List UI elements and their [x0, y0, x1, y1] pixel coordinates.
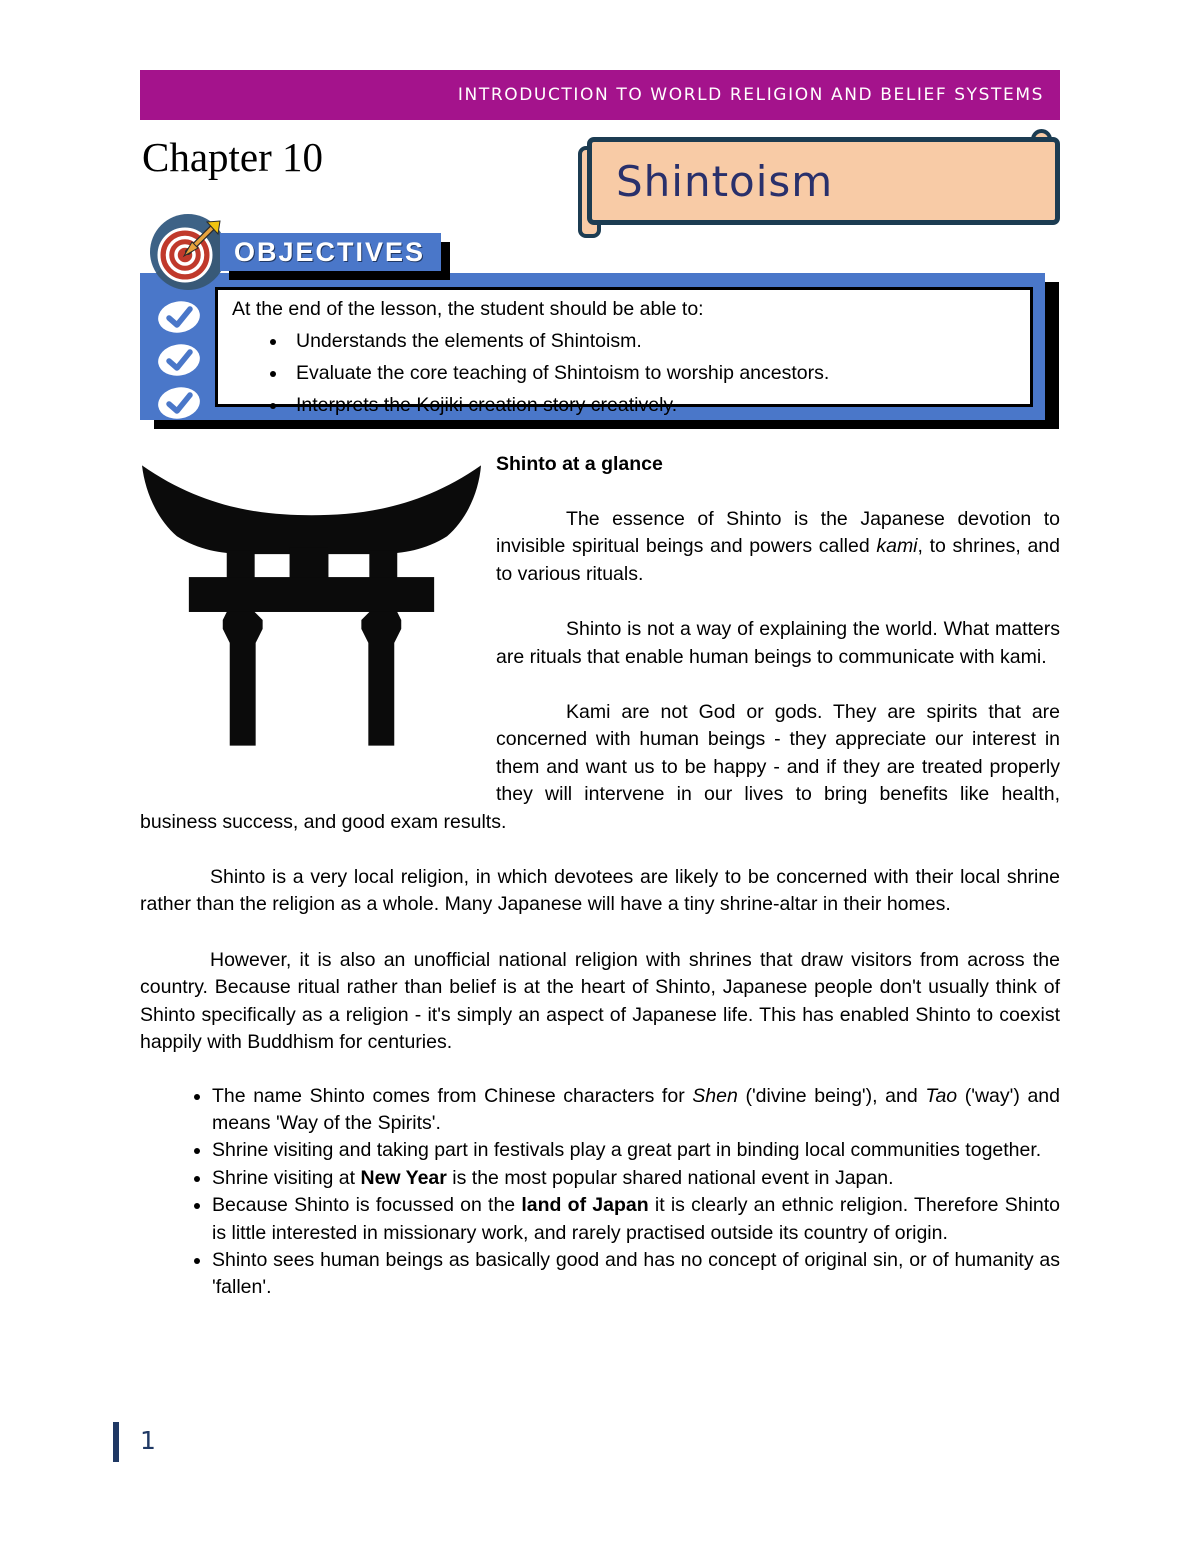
- target-dart-icon: [148, 212, 228, 292]
- objectives-intro: At the end of the lesson, the student should be able to:: [232, 298, 704, 320]
- facts-list: [140, 1083, 1060, 1302]
- paragraph: Kami are not God or gods. They are spirits that are concerned with human beings - they appreciate our interest in them and want us to be happy - and if they are treated properly they will intervene in our lives to bring benefits like health, business success, and good exam results.: [140, 701, 1060, 833]
- paragraph: Shinto is not a way of explaining the world. What matters are rituals that enable human beings to communicate with kami.: [496, 618, 1060, 668]
- paragraph: However, it is also an unofficial national religion with shrines that draw visitors from across the country. Because ritual rather than belief is at the heart of Shinto, Japanese people don't usually think of Shinto specifically as a religion - it's simply an aspect of Japanese life. This has enabled Shinto to coexist happily with Buddhism for centuries.: [140, 948, 1060, 1054]
- fact-item: • The name Shinto comes from Chinese characters for Shen ('divine being'), and Tao ('way') and means 'Way of the Spirits'.: [212, 1083, 1060, 1138]
- chapter-title-text: Shintoism: [616, 156, 834, 206]
- paragraph: The essence of Shinto is the Japanese devotion to invisible spiritual beings and powers called kami, to shrines, and to various rituals.: [496, 508, 1060, 585]
- page-content: [140, 0, 1060, 1553]
- torii-gate-image: [140, 457, 484, 789]
- article-body: [140, 451, 1060, 1302]
- paragraph: Shinto is a very local religion, in which devotees are likely to be concerned with their local shrine rather than the religion as a whole. Many Japanese will have a tiny shrine-altar in their homes.: [140, 866, 1060, 916]
- chapter-title-banner: [578, 136, 1060, 232]
- banner-body: [587, 137, 1060, 225]
- fact-item: • Because Shinto is focussed on the land of Japan it is clearly an ethnic religion. Therefore Shinto is little interested in missionary work, and rarely practised outside its country of origin.: [212, 1192, 1060, 1247]
- objective-item: • Interprets the Kojiki creation story creatively.: [288, 389, 1016, 421]
- objectives-panel: [140, 273, 1045, 420]
- page-number: 1: [140, 1426, 156, 1455]
- objectives-list: [232, 325, 1016, 421]
- objectives-badge-label: OBJECTIVES: [220, 233, 441, 271]
- objective-item: • Understands the elements of Shintoism.: [288, 325, 1016, 357]
- checkmark-icon: [156, 342, 202, 378]
- course-header-bar: [140, 70, 1060, 120]
- objective-item: • Evaluate the core teaching of Shintoism to worship ancestors.: [288, 357, 1016, 389]
- fact-item: • Shrine visiting at New Year is the most popular shared national event in Japan.: [212, 1165, 1060, 1192]
- objectives-box: [215, 287, 1033, 416]
- torii-gate-icon: [140, 457, 484, 752]
- chapter-label: Chapter 10: [142, 134, 324, 180]
- fact-item: • Shrine visiting and taking part in festivals play a great part in binding local communities together.: [212, 1137, 1060, 1164]
- checkmark-icon: [156, 385, 202, 421]
- checkmark-icon: [156, 299, 202, 335]
- section-heading: Shinto at a glance: [496, 453, 663, 475]
- course-title: INTRODUCTION TO WORLD RELIGION AND BELIEF SYSTEMS: [457, 85, 1044, 105]
- checkmark-column: [156, 299, 202, 421]
- page-number-bar: [113, 1422, 119, 1462]
- objectives-badge: [148, 212, 441, 292]
- fact-item: • Shinto sees human beings as basically good and has no concept of original sin, or of humanity as 'fallen'.: [212, 1247, 1060, 1302]
